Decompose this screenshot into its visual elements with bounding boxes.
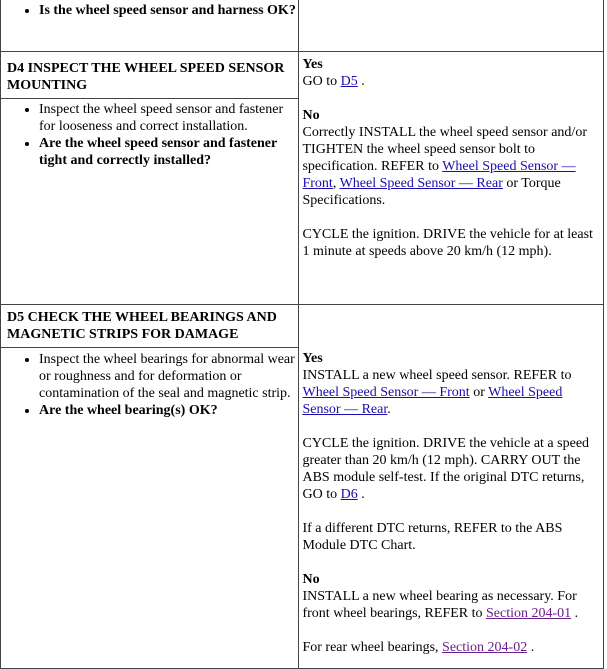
d5-no-text-1: INSTALL a new wheel bearing as necessary. For front wheel bearings, REFER to — [302, 589, 577, 621]
d4-wheel-speed-sensor-rear-link[interactable]: Wheel Speed Sensor — Rear — [339, 176, 503, 191]
d4-yes-block — [302, 56, 603, 90]
d5-rear-text: For rear wheel bearings, — [302, 640, 439, 655]
d4-yes-after: . — [361, 74, 365, 89]
d5-cycle-after: . — [361, 487, 365, 502]
d5-yes-text-1: INSTALL a new wheel speed sensor. REFER to — [302, 368, 572, 383]
d5-result-cell — [299, 305, 604, 669]
d4-no-block — [302, 107, 603, 209]
d5-rear-after: . — [530, 640, 535, 655]
d5-heading-row — [1, 305, 604, 348]
d5-cycle-text: CYCLE the ignition. DRIVE the vehicle at a speed greater than 20 km/h (12 mph). CARRY OUT the ABS module self-test. If the original DTC returns, GO to — [302, 436, 590, 502]
d4-question: • Are the wheel speed sensor and fastener tight and correctly installed? — [39, 135, 298, 169]
d5-rear-block — [302, 639, 603, 656]
previous-step-left-cell — [1, 0, 299, 52]
previous-step-right-cell — [299, 0, 604, 52]
d5-yes-label: Yes — [302, 351, 323, 366]
d5-cycle-block — [302, 435, 603, 503]
d5-instruction: • Inspect the wheel bearings for abnormal wear or roughness and for deformation or contamination of the seal and magnetic strip. — [39, 351, 298, 402]
d4-wheel-speed-sensor-front-link[interactable]: Wheel Speed Sensor — Front — [302, 159, 576, 191]
d5-instruction-list — [1, 351, 298, 419]
previous-step-question: • Is the wheel speed sensor and harness OK? — [39, 2, 298, 19]
d5-yes-or: or — [473, 385, 485, 400]
d4-heading-row — [1, 52, 604, 99]
d4-yes-label: Yes — [302, 57, 323, 72]
d5-yes-after: . — [387, 402, 391, 417]
d5-wheel-speed-sensor-rear-link[interactable]: Wheel Speed Sensor — Rear — [302, 385, 563, 417]
d4-no-sep: , — [332, 176, 337, 191]
d5-section-204-02-link[interactable]: Section 204-02 — [442, 640, 528, 655]
d4-instruction-list — [1, 101, 298, 169]
d4-no-text-2: or Torque Specifications. — [302, 176, 561, 208]
d4-yes-text: GO to — [302, 74, 338, 89]
d5-no-label: No — [302, 572, 320, 587]
d5-wheel-speed-sensor-front-link[interactable]: Wheel Speed Sensor — Front — [302, 385, 470, 400]
d5-section-204-01-link[interactable]: Section 204-01 — [486, 606, 572, 621]
d5-no-after-1: . — [574, 606, 579, 621]
previous-step-list — [1, 2, 298, 19]
d4-go-to-d5-link[interactable]: D5 — [340, 74, 358, 89]
previous-step-row — [1, 0, 604, 52]
d5-no-block — [302, 571, 603, 622]
d4-no-text-1: Correctly INSTALL the wheel speed sensor and/or TIGHTEN the wheel speed sensor bolt to specification. REFER to — [302, 125, 587, 174]
d4-no-label: No — [302, 108, 320, 123]
d4-result-cell — [299, 52, 604, 305]
d4-heading: D4 INSPECT THE WHEEL SPEED SENSOR MOUNTING — [1, 52, 299, 99]
d4-cycle-text: CYCLE the ignition. DRIVE the vehicle for at least 1 minute at speeds above 20 km/h (12 mph). — [302, 227, 593, 259]
d5-instruction-cell — [1, 348, 299, 669]
d5-question: • Are the wheel bearing(s) OK? — [39, 402, 298, 419]
d5-go-to-d6-link[interactable]: D6 — [340, 487, 358, 502]
d4-instruction: • Inspect the wheel speed sensor and fastener for looseness and correct installation. — [39, 101, 298, 135]
d5-yes-block — [302, 350, 603, 418]
d5-heading: D5 CHECK THE WHEEL BEARINGS AND MAGNETIC STRIPS FOR DAMAGE — [1, 305, 299, 348]
d5-different-dtc-text: If a different DTC returns, REFER to the ABS Module DTC Chart. — [302, 521, 563, 553]
d4-instruction-cell — [1, 99, 299, 305]
